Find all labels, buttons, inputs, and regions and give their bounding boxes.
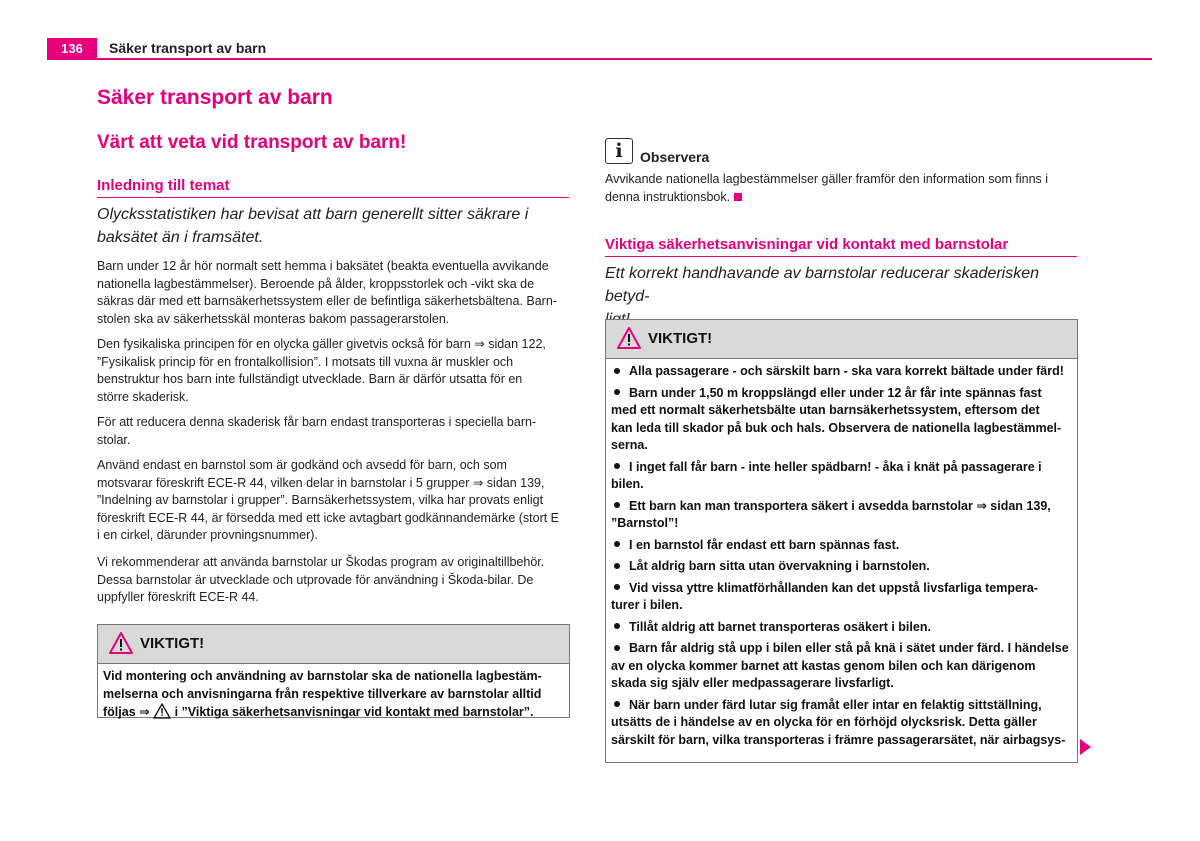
text-line: med ett normalt säkerhetsbälte utan barnsäkerhetssystem, eftersom det: [611, 403, 1040, 417]
text-line: [611, 697, 1072, 715]
bullet-icon: [614, 502, 620, 508]
text-line: serna.: [611, 438, 648, 452]
list-item: [611, 697, 1072, 750]
text-line: [611, 558, 1072, 576]
right-warning-box: [605, 319, 1078, 763]
text-fragment: Ett barn kan man transportera säkert i avsedda barnstolar ⇒ sidan 139,: [629, 498, 1051, 513]
list-item: [611, 558, 1072, 576]
warning-title: VIKTIGT!: [648, 330, 713, 347]
running-title: Säker transport av barn: [109, 40, 267, 56]
left-intro: [97, 203, 569, 249]
list-item: [611, 537, 1072, 555]
left-paragraph-1: [97, 258, 569, 328]
text-line: [605, 188, 1075, 206]
text-fragment: Låt aldrig barn sitta utan övervakning i barnstolen.: [629, 559, 930, 573]
text-line: [611, 537, 1072, 555]
text-line: Använd endast en barnstol som är godkänd och avsedd för barn, och som: [97, 458, 507, 472]
right-intro-line: Ett korrekt handhavande av barnstolar reducerar skaderisken betyd-: [605, 265, 1040, 305]
text-fragment: Alla passagerare - och särskilt barn - ska vara korrekt bältade under färd!: [629, 364, 1064, 378]
text-line: turer i bilen.: [611, 598, 683, 612]
text-fragment: När barn under färd lutar sig framåt eller intar en felaktig sittställning,: [629, 697, 1042, 712]
text-line: säkras där med ett barnsäkerhetssystem eller de befintliga säkerhetsbältena. Barn-: [97, 294, 557, 308]
text-line: För att reducera denna skaderisk får barn endast transporteras i speciella barn-: [97, 415, 537, 429]
bullet-icon: [614, 541, 620, 547]
text-line: nationella lagbestämmelser). Beroende på ålder, kroppsstorlek och -vikt ska de: [97, 276, 535, 291]
header-rule: [97, 58, 1152, 60]
text-fragment: Barn får aldrig stå upp i bilen eller stå på knä i sätet under färd. I händelse: [629, 641, 1069, 655]
main-title: Säker transport av barn: [97, 86, 333, 109]
warning-title: VIKTIGT!: [140, 635, 205, 652]
text-line: melserna och anvisningarna från respektive tillverkare av barnstolar alltid: [103, 686, 542, 701]
list-item: [611, 459, 1072, 494]
text-line: bilen.: [611, 477, 644, 491]
warning-list: [606, 359, 1077, 759]
note-title: Observera: [640, 149, 710, 165]
page-header: [47, 38, 1152, 60]
list-item: [611, 385, 1072, 455]
text-line: stolar.: [97, 432, 131, 447]
list-item: [611, 580, 1072, 615]
text-line: Den fysikaliska principen för en olycka gäller givetvis också för barn ⇒ sidan 122,: [97, 337, 546, 351]
text-fragment: i ”Viktiga säkerhetsanvisningar vid kontakt med barnstolar”.: [171, 705, 534, 719]
list-item: [611, 640, 1072, 693]
text-line: [611, 459, 1072, 477]
warning-header: [98, 625, 569, 664]
text-line: ”Barnstol”!: [611, 516, 679, 530]
text-line: kan leda till skador på buk och hals. Observera de nationella lagbestämmel-: [611, 420, 1062, 435]
text-line: större skaderisk.: [97, 389, 189, 404]
text-line: benstruktur hos barn inte fullständigt utvecklade. Barn är därför utsatta för en: [97, 372, 523, 386]
bullet-icon: [614, 463, 620, 469]
info-icon: i: [605, 138, 633, 164]
text-fragment: I en barnstol får endast ett barn spännas fast.: [629, 537, 900, 552]
text-line: motsvarar föreskrift ECE-R 44, vilken delar in barnstolar i 5 grupper ⇒ sidan 139,: [97, 475, 545, 490]
warning-triangle-icon: [108, 631, 134, 655]
left-paragraph-2: [97, 336, 569, 406]
left-warning-box: [97, 624, 570, 718]
list-item: [611, 619, 1072, 637]
bullet-icon: [614, 701, 620, 707]
text-line: Barn under 12 år hör normalt sett hemma i baksätet (beakta eventuella avvikande: [97, 259, 549, 273]
continue-arrow-icon: [1080, 739, 1091, 755]
text-line: [611, 498, 1072, 516]
text-line: av en olycka kommer barnet att kastas genom bilen och kan därigenom: [611, 658, 1036, 673]
text-line: Vid montering och användning av barnstolar ska de nationella lagbestäm-: [103, 669, 542, 683]
warning-header: [606, 320, 1077, 359]
text-line: [611, 640, 1072, 658]
warning-triangle-icon: [616, 326, 642, 350]
text-line: [611, 363, 1072, 381]
bullet-icon: [614, 584, 620, 590]
text-line: Dessa barnstolar är utvecklade och utprovade för användning i Škoda-bilar. De: [97, 572, 534, 587]
text-fragment: följas ⇒: [103, 705, 150, 719]
bullet-icon: [614, 623, 620, 629]
note-text: [605, 170, 1075, 206]
section-title: Värt att veta vid transport av barn!: [97, 132, 407, 153]
text-line: ”Fysikalisk princip för en frontalkollision”. I motsats till vuxna är muskler och: [97, 354, 514, 369]
text-line: stolen ska av säkerhetsskäl monteras bakom passagerarstolen.: [97, 311, 450, 326]
left-paragraph-5: [97, 554, 569, 607]
bullet-icon: [614, 368, 620, 374]
text-line: [611, 619, 1072, 637]
list-item: [611, 363, 1072, 381]
left-intro-line: baksätet än i framsätet.: [97, 229, 264, 246]
warning-body: [98, 664, 569, 728]
text-fragment: Vid vissa yttre klimatförhållanden kan det uppstå livsfarliga tempera-: [629, 580, 1038, 595]
left-paragraph-4: [97, 457, 569, 545]
text-line: [611, 385, 1072, 403]
bullet-icon: [614, 645, 620, 651]
text-fragment: I inget fall får barn - inte heller spädbarn! - åka i knät på passagerare i: [629, 459, 1042, 474]
list-item: [611, 498, 1072, 533]
text-fragment: Barn under 1,50 m kroppslängd eller under 12 år får inte spännas fast: [629, 385, 1042, 400]
text-line: utsätts de i händelse av en olycka för en förhöjd olycksrisk. Detta gäller: [611, 715, 1037, 729]
text-line: ”Indelning av barnstolar i grupper”. Barnsäkerhetssystem, vilka har provats enligt: [97, 493, 544, 507]
left-paragraph-3: [97, 414, 569, 449]
text-line: [611, 580, 1072, 598]
left-subheading: Inledning till temat: [97, 177, 569, 198]
text-line: uppfyller föreskrift ECE-R 44.: [97, 590, 259, 604]
bullet-icon: [614, 563, 620, 569]
right-subheading: Viktiga säkerhetsanvisningar vid kontakt med barnstolar: [605, 236, 1077, 257]
end-of-section-marker-icon: [734, 193, 742, 201]
text-line: [103, 703, 564, 722]
text-line: särskilt för barn, vilka transporteras i främre passagerarsätet, när airbagsys-: [611, 732, 1066, 747]
text-line: Avvikande nationella lagbestämmelser gäller framför den information som finns i: [605, 172, 1049, 186]
text-fragment: denna instruktionsbok.: [605, 190, 731, 204]
text-line: Vi rekommenderar att använda barnstolar ur Škodas program av originaltillbehör.: [97, 555, 545, 569]
text-line: skada sig själv eller medpassagerare livsfarligt.: [611, 676, 894, 690]
text-fragment: Tillåt aldrig att barnet transporteras osäkert i bilen.: [629, 619, 931, 634]
page-number: 136: [47, 38, 97, 60]
left-intro-line: Olycksstatistiken har bevisat att barn generellt sitter säkrare i: [97, 206, 529, 223]
bullet-icon: [614, 389, 620, 395]
warning-triangle-icon: [153, 703, 171, 719]
text-line: i en cirkel, därunder provningsnummer).: [97, 528, 318, 542]
text-line: föreskrift ECE-R 44, är försedda med ett icke avtagbart godkännandemärke (stort E: [97, 510, 560, 525]
